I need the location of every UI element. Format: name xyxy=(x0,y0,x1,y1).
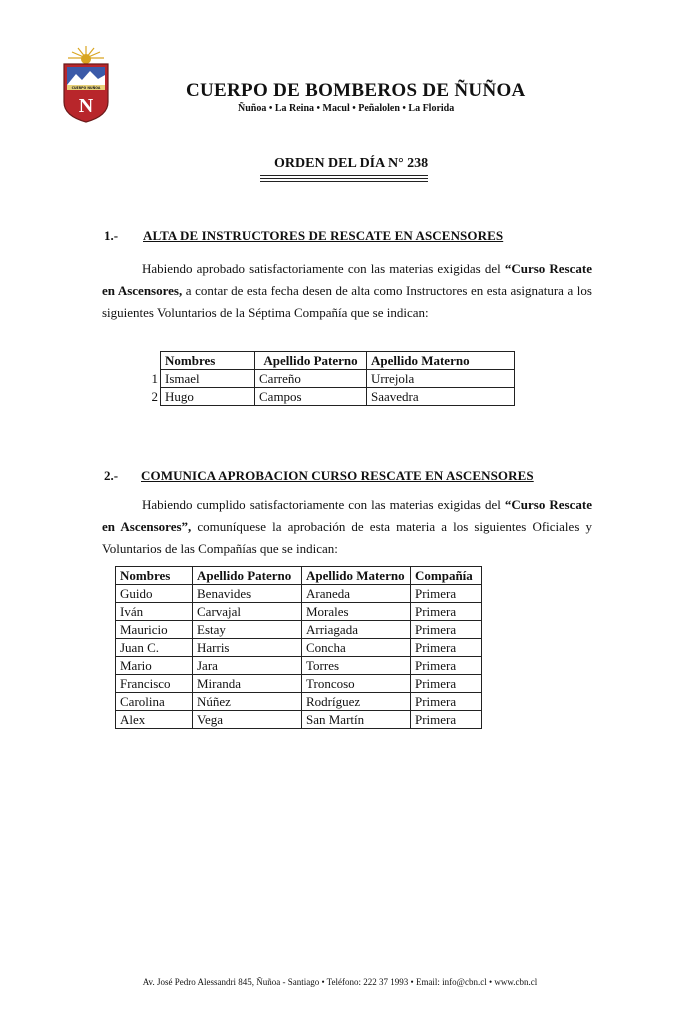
table-cell: Mario xyxy=(116,657,193,675)
table-cell: Campos xyxy=(255,388,367,406)
section-2-paragraph xyxy=(102,494,592,560)
organization-communes: Ñuñoa • La Reina • Macul • Peñalolen • La Florida xyxy=(238,103,455,114)
section-1-title: ALTA DE INSTRUCTORES DE RESCATE EN ASCENSORES xyxy=(143,228,504,243)
order-title: ORDEN DEL DÍA N° 238 xyxy=(274,156,429,171)
section-1-number: 1.- xyxy=(104,228,119,243)
table-cell: Alex xyxy=(116,711,193,729)
footer-contact: Av. José Pedro Alessandri 845, Ñuñoa - Santiago • Teléfono: 222 37 1993 • Email: info@cbn.cl • www.cbn.cl xyxy=(142,977,538,987)
table-row xyxy=(116,603,482,621)
column-header: Apellido Paterno xyxy=(255,352,367,370)
section-2-text-a: Habiendo cumplido satisfactoriamente con las materias exigidas del xyxy=(142,497,505,512)
table-cell: Iván xyxy=(116,603,193,621)
column-header: Compañía xyxy=(411,567,482,585)
table-row xyxy=(116,639,482,657)
section-1-text-a: Habiendo aprobado satisfactoriamente con las materias exigidas del xyxy=(142,261,505,276)
title-double-rule xyxy=(260,175,428,182)
fire-department-crest-icon xyxy=(58,44,114,124)
table-cell: Primera xyxy=(411,675,482,693)
section-1-paragraph xyxy=(102,258,592,324)
table-cell: Vega xyxy=(193,711,302,729)
section-1-text-b: a contar de esta fecha desen de alta como Instructores en esta asignatura a los siguientes Voluntarios de la Séptima Compañía que se indican: xyxy=(102,283,592,320)
table-cell: Guido xyxy=(116,585,193,603)
table-row xyxy=(116,585,482,603)
table-cell: Benavides xyxy=(193,585,302,603)
table-cell: Ismael xyxy=(161,370,255,388)
table-cell: Torres xyxy=(302,657,411,675)
table-cell: Jara xyxy=(193,657,302,675)
table-cell: Carvajal xyxy=(193,603,302,621)
table-cell: Carolina xyxy=(116,693,193,711)
approved-personnel-table xyxy=(115,566,482,729)
table-cell: Núñez xyxy=(193,693,302,711)
column-header: Apellido Paterno xyxy=(193,567,302,585)
column-header: Apellido Materno xyxy=(367,352,515,370)
table-cell: Juan C. xyxy=(116,639,193,657)
table-cell: Harris xyxy=(193,639,302,657)
table-header-row xyxy=(146,352,515,370)
crest-letter: N xyxy=(78,95,94,117)
table-cell: Primera xyxy=(411,603,482,621)
table-cell: Miranda xyxy=(193,675,302,693)
table-cell: Saavedra xyxy=(367,388,515,406)
section-2-course-name: “Curso Rescate en Ascensores”, xyxy=(102,497,592,534)
section-1-course-name: “Curso Rescate en Ascensores, xyxy=(102,261,592,298)
row-number: 1 xyxy=(146,370,161,388)
table-cell: Estay xyxy=(193,621,302,639)
table-row xyxy=(116,657,482,675)
table-cell: San Martín xyxy=(302,711,411,729)
table-cell: Francisco xyxy=(116,675,193,693)
table-row xyxy=(146,388,515,406)
row-number: 2 xyxy=(146,388,161,406)
table-cell: Primera xyxy=(411,711,482,729)
table-cell: Primera xyxy=(411,585,482,603)
crest-band-text: CUERPO NUÑOA xyxy=(71,86,101,90)
table-cell: Primera xyxy=(411,639,482,657)
section-2-number: 2.- xyxy=(104,468,119,483)
table-cell: Mauricio xyxy=(116,621,193,639)
table-cell: Hugo xyxy=(161,388,255,406)
table-cell: Carreño xyxy=(255,370,367,388)
table-cell: Concha xyxy=(302,639,411,657)
table-cell: Primera xyxy=(411,621,482,639)
organization-name: CUERPO DE BOMBEROS DE ÑUÑOA xyxy=(186,80,526,101)
table-header-row xyxy=(116,567,482,585)
table-cell: Araneda xyxy=(302,585,411,603)
table-row xyxy=(116,621,482,639)
section-2-title: COMUNICA APROBACION CURSO RESCATE EN ASCENSORES xyxy=(141,468,534,483)
column-header: Nombres xyxy=(116,567,193,585)
table-row xyxy=(116,693,482,711)
table-cell: Urrejola xyxy=(367,370,515,388)
table-cell: Morales xyxy=(302,603,411,621)
table-row xyxy=(146,370,515,388)
column-header: Nombres xyxy=(161,352,255,370)
table-cell: Primera xyxy=(411,693,482,711)
table-cell: Troncoso xyxy=(302,675,411,693)
table-cell: Primera xyxy=(411,657,482,675)
section-2-text-b: comuníquese la aprobación de esta materia a los siguientes Oficiales y Voluntarios de las Compañías que se indican: xyxy=(102,519,592,556)
table-cell: Rodríguez xyxy=(302,693,411,711)
instructors-table xyxy=(146,351,515,406)
table-cell: Arriagada xyxy=(302,621,411,639)
table-row xyxy=(116,675,482,693)
column-header: Apellido Materno xyxy=(302,567,411,585)
table-row xyxy=(116,711,482,729)
